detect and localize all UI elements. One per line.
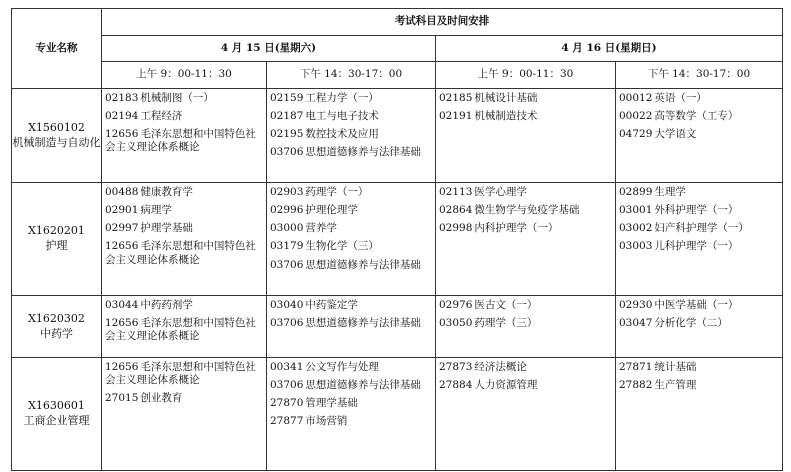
subject-code: 02976: [439, 299, 473, 311]
subject-item: [270, 361, 432, 374]
subject-name: 中药药剂学: [140, 299, 193, 311]
subject-code: 03050: [439, 317, 473, 330]
major-code: X1620201: [28, 224, 85, 238]
subject-name: 中医学基础（一）: [654, 299, 739, 311]
subject-code: 03706: [270, 258, 304, 271]
exam-schedule-table: [11, 8, 783, 471]
subject-name: 人力资源管理: [474, 379, 538, 392]
subject-code: 12656: [105, 128, 139, 141]
subject-item: [270, 259, 432, 272]
major-row: [12, 296, 783, 358]
subject-cell: [616, 296, 783, 358]
subject-item: [270, 240, 432, 253]
subject-name: 健康教育学: [140, 186, 193, 198]
subject-name: 病理学: [140, 204, 172, 217]
subject-code: 03000: [270, 222, 304, 235]
subject-name: 分析化学（二）: [654, 317, 728, 330]
subject-code: 02899: [619, 186, 653, 198]
major-code: X1630601: [28, 399, 85, 413]
subject-cell: [267, 183, 436, 296]
subject-item: [619, 204, 779, 217]
subject-name: 经济法概论: [474, 361, 527, 373]
subject-item: [270, 186, 432, 199]
major-row: [12, 89, 783, 183]
subject-name: 机械制造技术: [474, 110, 538, 123]
major-name: 工商企业管理: [23, 414, 90, 427]
subject-code: 02998: [439, 222, 473, 235]
subject-name: 工程力学（一）: [305, 92, 379, 104]
subject-code: 27873: [439, 361, 473, 373]
subject-name: 生产管理: [654, 379, 697, 392]
major-name: 中药学: [40, 326, 73, 340]
subject-name: 生理学: [654, 186, 686, 198]
subject-name: 医学心理学: [474, 186, 527, 198]
subject-name: 电工与电子技术: [305, 110, 379, 123]
subject-name: 毛泽东思想和中国特色社会主义理论体系概论: [105, 240, 256, 266]
subject-name: 统计基础: [654, 361, 697, 373]
subject-cell: [102, 89, 267, 183]
subject-code: 03001: [619, 204, 653, 217]
subject-code: 27884: [439, 379, 473, 392]
subject-name: 儿科护理学（一）: [654, 240, 739, 253]
subject-cell: [102, 296, 267, 358]
subject-cell: [616, 183, 783, 296]
subject-item: [105, 299, 263, 312]
subject-item: [439, 361, 612, 374]
subject-item: [270, 397, 432, 410]
subject-name: 工程经济: [140, 110, 183, 123]
subject-name: 妇产科护理学（一）: [654, 222, 749, 235]
major-code: X1560102: [28, 120, 85, 134]
subject-name: 管理学基础: [305, 397, 358, 410]
subject-code: 00022: [619, 110, 653, 123]
subject-item: [270, 222, 432, 235]
subject-cell: [616, 89, 783, 183]
subject-item: [105, 222, 263, 235]
major-header: 专业名称: [12, 9, 102, 89]
subject-code: 27870: [270, 397, 304, 410]
subject-name: 市场营销: [305, 415, 348, 428]
subject-cell: [436, 296, 616, 358]
subject-code: 03002: [619, 222, 653, 235]
subject-code: 27015: [105, 392, 139, 405]
subject-item: [619, 361, 779, 374]
subject-item: [619, 317, 779, 330]
subject-name: 生物化学（三）: [305, 240, 379, 253]
subject-cell: [102, 183, 267, 296]
subject-name: 英语（一）: [654, 92, 707, 104]
subject-item: [105, 186, 263, 199]
subject-name: 营养学: [305, 222, 337, 235]
subject-item: [270, 92, 432, 105]
subject-code: 03706: [270, 146, 304, 159]
subject-item: [619, 110, 779, 123]
major-name: 护理: [45, 239, 68, 252]
subject-name: 药理学（三）: [474, 317, 538, 330]
subject-name: 内科护理学（一）: [474, 222, 559, 235]
subject-item: [105, 204, 263, 217]
subject-code: 04729: [619, 128, 653, 141]
subject-code: 02997: [105, 222, 139, 235]
subject-code: 12656: [105, 240, 139, 253]
subject-code: 03047: [619, 317, 653, 330]
subject-cell: [267, 358, 436, 471]
subject-item: [439, 110, 612, 123]
subject-item: [439, 299, 612, 312]
subject-code: 02195: [270, 128, 304, 141]
subject-item: [105, 92, 263, 105]
subject-item: [105, 392, 263, 405]
subject-code: 03706: [270, 317, 304, 330]
subject-item: [619, 379, 779, 392]
major-cell: [12, 183, 102, 296]
subject-code: 02185: [439, 92, 473, 104]
slot-header: 上午 9：00-11：30: [102, 62, 267, 89]
subject-code: 02901: [105, 204, 139, 217]
subject-item: [439, 186, 612, 199]
major-name: 机械制造与自动化: [12, 135, 101, 149]
subject-item: [270, 146, 432, 159]
subject-name: 药理学（一）: [305, 186, 369, 198]
subject-item: [270, 110, 432, 123]
subject-code: 03040: [270, 299, 304, 311]
subject-name: 数控技术及应用: [305, 128, 379, 141]
major-cell: [12, 296, 102, 358]
subject-code: 03044: [105, 299, 139, 311]
subject-item: [270, 317, 432, 330]
day1-header: 4 月 15 日(星期六): [102, 36, 436, 62]
subject-code: 02864: [439, 204, 473, 217]
schedule-header: 考试科目及时间安排: [102, 9, 783, 36]
subject-item: [439, 379, 612, 392]
subject-item: [439, 204, 612, 217]
subject-name: 机械制图（一）: [140, 92, 214, 104]
subject-name: 毛泽东思想和中国特色社会主义理论体系概论: [105, 128, 256, 154]
subject-item: [270, 415, 432, 428]
subject-item: [105, 361, 263, 387]
subject-cell: [267, 296, 436, 358]
major-cell: [12, 358, 102, 471]
subject-name: 思想道德修养与法律基础: [305, 258, 421, 271]
subject-code: 02194: [105, 110, 139, 123]
subject-name: 医古文（一）: [474, 299, 538, 311]
subject-item: [619, 186, 779, 199]
subject-code: 12656: [105, 317, 139, 330]
subject-item: [439, 222, 612, 235]
subject-item: [105, 240, 263, 266]
subject-code: 00488: [105, 186, 139, 198]
subject-code: 03706: [270, 379, 304, 392]
major-row: [12, 183, 783, 296]
subject-name: 思想道德修养与法律基础: [305, 146, 421, 159]
major-code: X1620302: [28, 311, 85, 325]
slot-header: 上午 9：00-11：30: [436, 62, 616, 89]
subject-item: [619, 128, 779, 141]
subject-code: 02183: [105, 92, 139, 104]
slot-header: 下午 14：30-17：00: [267, 62, 436, 89]
subject-code: 02191: [439, 110, 473, 123]
subject-item: [439, 92, 612, 105]
day2-header: 4 月 16 日(星期日): [436, 36, 783, 62]
subject-name: 高等数学（工专）: [654, 110, 739, 123]
subject-code: 02903: [270, 186, 304, 198]
subject-cell: [436, 358, 616, 471]
subject-code: 27871: [619, 361, 653, 373]
subject-name: 毛泽东思想和中国特色社会主义理论体系概论: [105, 361, 256, 387]
subject-item: [619, 222, 779, 235]
major-row: [12, 358, 783, 471]
subject-cell: [102, 358, 267, 471]
subject-item: [619, 240, 779, 253]
subject-cell: [616, 358, 783, 471]
subject-code: 02187: [270, 110, 304, 123]
subject-name: 创业教育: [140, 392, 183, 405]
subject-name: 护理伦理学: [305, 204, 358, 217]
subject-cell: [436, 183, 616, 296]
major-cell: [12, 89, 102, 183]
subject-item: [619, 299, 779, 312]
subject-code: 03003: [619, 240, 653, 253]
subject-name: 大学语文: [654, 128, 697, 141]
subject-name: 思想道德修养与法律基础: [305, 317, 421, 330]
subject-item: [439, 317, 612, 330]
subject-code: 00341: [270, 361, 304, 373]
subject-name: 机械设计基础: [474, 92, 538, 104]
subject-item: [105, 128, 263, 154]
subject-code: 02113: [439, 186, 473, 198]
subject-code: 27882: [619, 379, 653, 392]
subject-code: 00012: [619, 92, 653, 104]
subject-item: [105, 317, 263, 343]
subject-name: 微生物学与免疫学基础: [474, 204, 580, 217]
subject-code: 02930: [619, 299, 653, 311]
subject-cell: [267, 89, 436, 183]
subject-item: [270, 204, 432, 217]
slot-header: 下午 14：30-17：00: [616, 62, 783, 89]
subject-cell: [436, 89, 616, 183]
subject-name: 公文写作与处理: [305, 361, 379, 373]
subject-code: 27877: [270, 415, 304, 428]
subject-code: 03179: [270, 240, 304, 253]
subject-name: 外科护理学（一）: [654, 204, 739, 217]
subject-name: 中药鉴定学: [305, 299, 358, 311]
subject-item: [270, 299, 432, 312]
subject-name: 护理学基础: [140, 222, 193, 235]
subject-code: 02996: [270, 204, 304, 217]
subject-item: [105, 110, 263, 123]
subject-item: [270, 379, 432, 392]
subject-name: 思想道德修养与法律基础: [305, 379, 421, 392]
subject-item: [270, 128, 432, 141]
subject-code: 02159: [270, 92, 304, 104]
subject-name: 毛泽东思想和中国特色社会主义理论体系概论: [105, 317, 256, 343]
subject-item: [619, 92, 779, 105]
subject-code: 12656: [105, 361, 139, 373]
